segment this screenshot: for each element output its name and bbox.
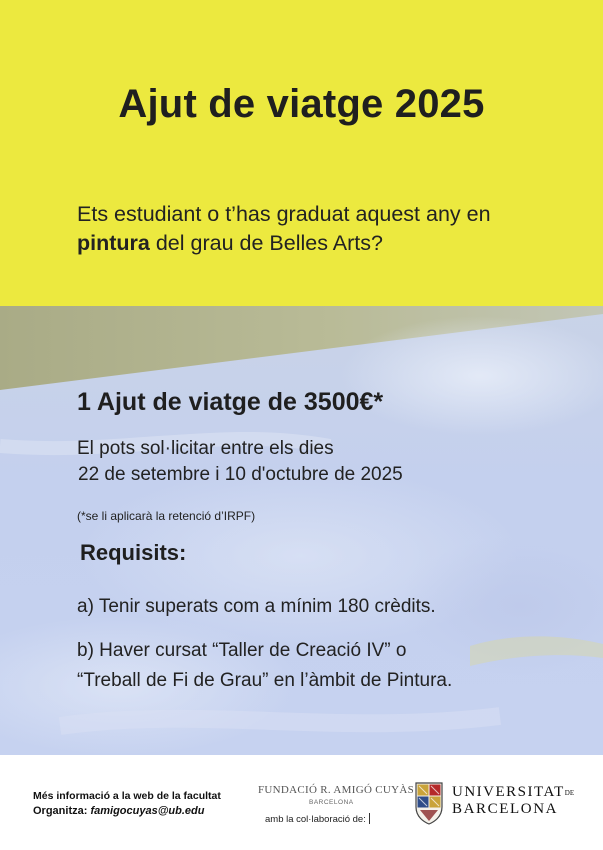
university-de: DE — [564, 789, 575, 797]
requirement-b-line-1: b) Haver cursat “Taller de Creació IV” o — [77, 640, 407, 661]
yellow-header-panel — [0, 0, 603, 306]
requirements-title: Requisits: — [80, 540, 187, 565]
requirement-b-line-2: “Treball de Fi de Grau” en l’àmbit de Pintura. — [77, 670, 453, 691]
application-dates — [77, 436, 497, 488]
more-info-text: Més informació a la web de la facultat — [33, 790, 221, 802]
university-crest-icon — [414, 781, 444, 825]
tax-footnote: (*se li aplicarà la retenció d’IRPF) — [77, 509, 256, 523]
page-title: Ajut de viatge 2025 — [118, 82, 485, 126]
university-word: UNIVERSITAT — [452, 784, 565, 800]
requirement-a: a) Tenir superats com a mínim 180 crèdits. — [77, 596, 436, 617]
grant-headline: 1 Ajut de viatge de 3500€* — [77, 388, 384, 416]
foundation-logo-name: FUNDACIÓ R. AMIGÓ CUYÀS — [258, 784, 415, 796]
dates-line-1: El pots sol·licitar entre els dies — [77, 438, 334, 459]
organizer-label: Organitza: — [33, 805, 91, 817]
question-text-1: Ets estudiant o t’has graduat aquest any en — [77, 202, 491, 226]
separator — [369, 813, 370, 824]
university-logo-line-1 — [452, 784, 574, 801]
collaboration-label: amb la col·laboració de: — [265, 814, 366, 825]
foundation-logo-city: BARCELONA — [309, 799, 354, 806]
organizer-email-link[interactable]: famigocuyas@ub.edu — [90, 805, 205, 817]
dates-line-2: 22 de setembre i 10 d'octubre de 2025 — [78, 464, 403, 485]
university-logo-line-2: BARCELONA — [452, 801, 559, 817]
requirement-b — [77, 636, 537, 696]
question-text-2: del grau de Belles Arts? — [149, 231, 383, 255]
eligibility-question — [77, 200, 547, 258]
question-highlight: pintura — [77, 231, 150, 255]
organizer-line — [33, 805, 204, 817]
collaboration-text — [265, 813, 370, 825]
